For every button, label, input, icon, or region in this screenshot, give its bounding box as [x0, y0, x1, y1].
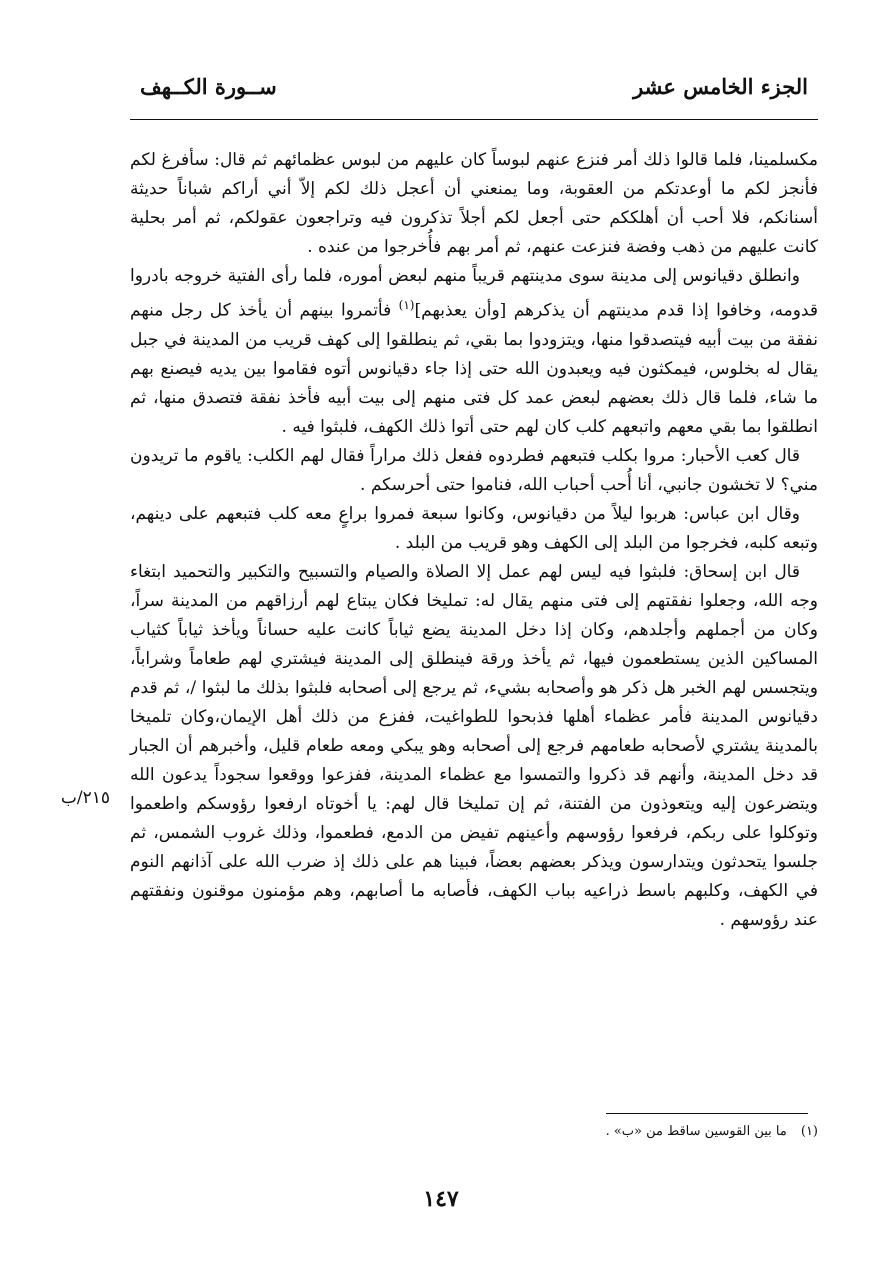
paragraph-5: قال ابن إسحاق: فلبثوا فيه ليس لهم عمل إلا الصلاة والصيام والتسبيح والتكبير والتحميد ابتغاء وجه الله، وجعلوا نفقتهم إلى فتى منهم يقال له: تمليخا فكان يبتاع لهم أرزاقهم من المدينة سراً، وكان من أجملهم وأجلدهم، وكان إذا دخل المدينة يضع ثياباً كانت عليه حساناً ويأخذ ثياباً كثياب المساكين الذين يستطعمون فيها، ثم يأخذ ورقة فينطلق إلى المدينة فيشتري لهم طعاماً وشراباً، ويتجسس لهم الخبر هل ذكر هو وأصحابه بشيء، ثم يرجع إلى أصحابه فلبثوا بذلك ما لبثوا /، ثم قدم دقيانوس المدينة فأمر عظماء أهلها فذبحوا للطواغيت، ففزع من ذلك أهل الإيمان،وكان تلميخا بالمدينة يشتري لأصحابه طعامهم فرجع إلى أصحابه وهو يبكي ومعه طعام قليل، وأخبرهم أن الجبار قد دخل المدينة، وأنهم قد ذكروا والتمسوا مع عظماء المدينة، ففزعوا ووقعوا سجوداً يدعون الله ويتضرعون إليه ويتعوذون من الفتنة، ثم إن تمليخا قال لهم: يا أخوتاه ارفعوا رؤوسكم واطعموا وتوكلوا على ربكم، فرفعوا رؤوسهم وأعينهم تفيض من الدمع، فطعموا، وذلك غروب الشمس، ثم جلسوا يتحدثون ويتدارسون ويذكر بعضهم بعضاً، فبينا هم على ذلك إذ ضرب الله على آذانهم النوم في الكهف، وكلبهم باسط ذراعيه بباب الكهف، فأصابه ما أصابهم، وهم مؤمنون موقنون ونفقتهم عند رؤوسهم . [130, 561, 818, 930]
page-number: ١٤٧ [423, 1186, 459, 1212]
header-divider [130, 119, 818, 120]
surah-title: ســورة الكــهف [140, 74, 277, 99]
footnote [606, 1124, 818, 1139]
footnote-text: ما بين القوسين ساقط من «ب» . [605, 1124, 787, 1139]
paragraph-3: قال كعب الأحبار: مروا بكلب فتبعهم فطردوه ففعل ذلك مراراً فقال لهم الكلب: ياقوم ما تريدون مني؟ لا تخشون جانبي، أنا أُحب أحباب الله، فناموا حتى أحرسكم . [130, 445, 818, 495]
manuscript-folio-note: ٢١٥/ب [60, 788, 110, 808]
paragraph-1: مكسلمينا، فلما قالوا ذلك أمر فنزع عنهم لبوساً كان عليهم من لبوس عظمائهم ثم قال: سأفرغ لكم فأنجز لكم ما أوعدتكم من العقوبة، وما يمنعني أن أعجل ذلك لكم إلاّ أني أراكم شباناً حديثة أسنانكم، فلا أحب أن أهلككم حتى أجعل لكم أجلاً تذكرون فيه وتراجعون عقولكم، ثم أمر بحلية كانت عليهم من ذهب وفضة فنزعت عنهم، ثم أمر بهم فأُخرجوا من عنده . [130, 150, 818, 257]
paragraph-2-part-a: وانطلق دقيانوس إلى مدينة سوى مدينتهم قريباً منهم لبعض أموره، فلما رأى الفتية خروجه بادروا قدومه، وخافوا إذا قدم مدينتهم أن يذكرهم [وأن يعذبهم] [130, 266, 818, 321]
main-text [130, 146, 818, 935]
footnote-divider [606, 1113, 808, 1114]
page-header [130, 68, 818, 108]
footnote-marker: (١) [398, 298, 415, 312]
footnote-number: (١) [800, 1124, 818, 1139]
paragraph-2-part-b: فأتمروا بينهم أن يأخذ كل رجل منهم نفقة من بيت أبيه فيتصدقوا منها، ويتزودوا بما بقي، ثم ينطلقوا إلى كهف قريب من المدينة في جبل يقال له بخلوس، فيمكثون فيه ويعبدون الله حتى إذا جاء دقيانوس أتوه فقاموا بين يديه فيصنع بهم ما شاء، فلما قال ذلك بعضهم لبعض عمد كل فتى منهم إلى بيت أبيه فأخذ نفقة فتصدق منها، ثم انطلقوا بما بقي معهم واتبعهم كلب كان لهم حتى أتوا ذلك الكهف، فلبثوا فيه . [130, 300, 818, 437]
paragraph-4: وقال ابن عباس: هربوا ليلاً من دقيانوس، وكانوا سبعة فمروا براعٍ معه كلب فتبعهم على دينهم، وتبعه كلبه، فخرجوا من البلد إلى الكهف وهو قريب من البلد . [130, 503, 818, 553]
paragraph-2 [130, 262, 818, 442]
part-title: الجزء الخامس عشر [633, 74, 808, 99]
